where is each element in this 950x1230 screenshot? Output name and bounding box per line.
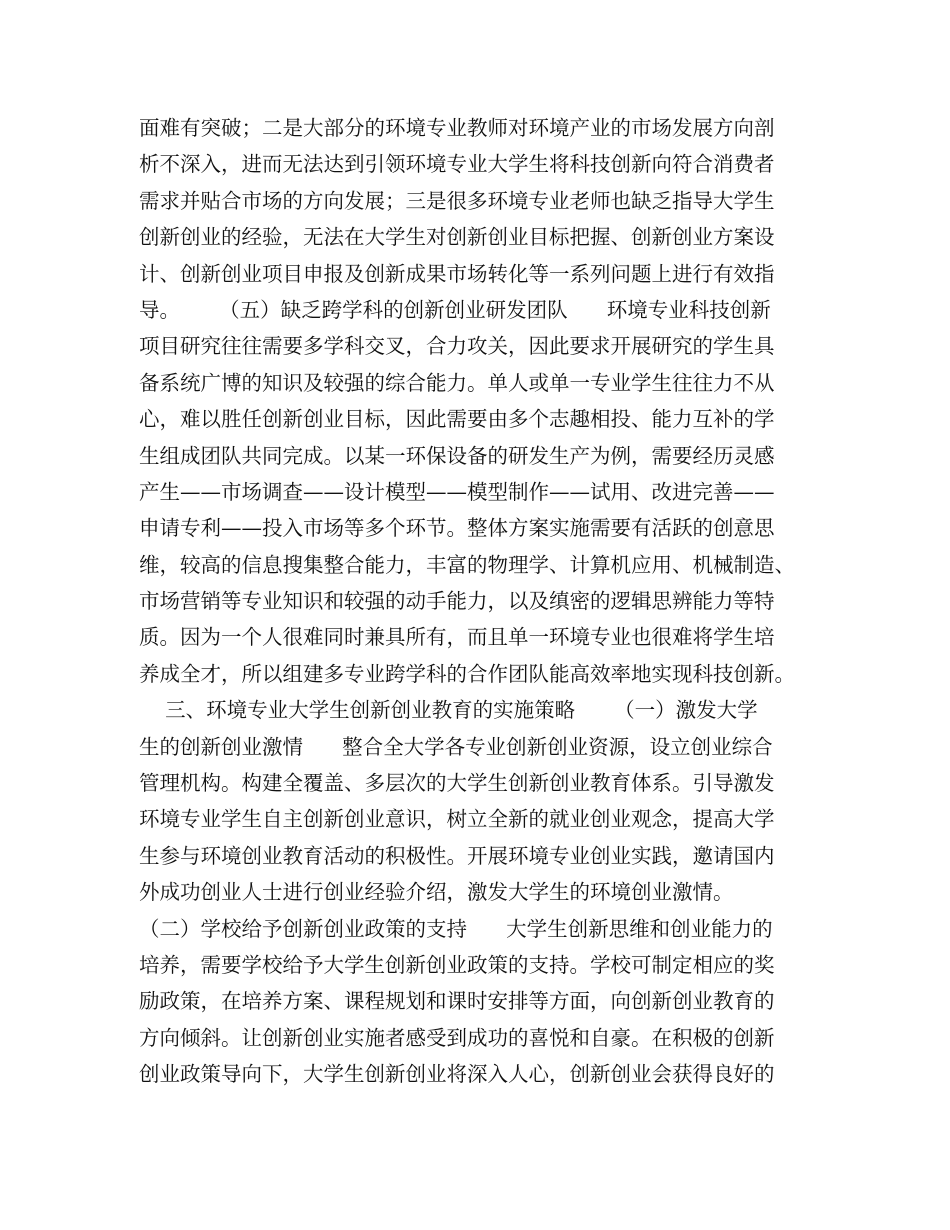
text-line: 方向倾斜。让创新创业实施者感受到成功的喜悦和自豪。在积极的创新 xyxy=(139,1025,775,1050)
text-line: 计、创新创业项目申报及创新成果市场转化等一系列问题上进行有效指 xyxy=(139,261,775,286)
text-line: 心，难以胜任创新创业目标，因此需要由多个志趣相投、能力互补的学 xyxy=(139,407,775,432)
text-line: 生组成团队共同完成。以某一环保设备的研发生产为例，需要经历灵感 xyxy=(139,443,775,468)
text-line: 管理机构。构建全覆盖、多层次的大学生创新创业教育体系。引导激发 xyxy=(139,771,775,796)
text-line: 养成全才，所以组建多专业跨学科的合作团队能高效率地实现科技创新。 xyxy=(139,661,795,686)
text-line: 励政策，在培养方案、课程规划和课时安排等方面，向创新创业教育的 xyxy=(139,989,775,1014)
body-text xyxy=(139,110,829,1093)
text-line: 环境专业学生自主创新创业意识，树立全新的就业创业观念，提高大学 xyxy=(139,807,775,832)
text-line: 析不深入，进而无法达到引领环境专业大学生将科技创新向符合消费者 xyxy=(139,152,775,177)
text-line: 备系统广博的知识及较强的综合能力。单人或单一专业学生往往力不从 xyxy=(139,370,775,395)
text-line: （二）学校给予创新创业政策的支持 大学生创新思维和创业能力的 xyxy=(139,916,773,941)
text-line: 创新创业的经验，无法在大学生对创新创业目标把握、创新创业方案设 xyxy=(139,225,775,250)
text-line: 维，较高的信息搜集整合能力，丰富的物理学、计算机应用、机械制造、 xyxy=(139,552,795,577)
text-line: 生的创新创业激情 整合全大学各专业创新创业资源，设立创业综合 xyxy=(139,734,773,759)
text-line: 生参与环境创业教育活动的积极性。开展环境专业创业实践，邀请国内 xyxy=(139,843,775,868)
text-line: 产生——市场调查——设计模型——模型制作——试用、改进完善—— xyxy=(139,479,775,504)
text-line: 培养，需要学校给予大学生创新创业政策的支持。学校可制定相应的奖 xyxy=(139,952,775,977)
text-line: 市场营销等专业知识和较强的动手能力，以及缜密的逻辑思辨能力等特 xyxy=(139,589,775,614)
text-line: 面难有突破；二是大部分的环境专业教师对环境产业的市场发展方向剖 xyxy=(139,116,775,140)
text-line: 申请专利——投入市场等多个环节。整体方案实施需要有活跃的创意思 xyxy=(139,516,775,541)
text-line: 项目研究往往需要多学科交叉，合力攻关，因此要求开展研究的学生具 xyxy=(139,334,775,359)
text-line: 外成功创业人士进行创业经验介绍，激发大学生的环境创业激情。 xyxy=(139,880,734,905)
text-line: 三、环境专业大学生创新创业教育的实施策略 （一）激发大学 xyxy=(139,698,758,723)
text-line: 导。 （五）缺乏跨学科的创新创业研发团队 环境专业科技创新 xyxy=(139,297,771,322)
text-line: 质。因为一个人很难同时兼具所有，而且单一环境专业也很难将学生培 xyxy=(139,625,775,650)
text-line: 创业政策导向下，大学生创新创业将深入人心，创新创业会获得良好的 xyxy=(139,1062,775,1087)
text-line: 需求并贴合市场的方向发展；三是很多环境专业老师也缺乏指导大学生 xyxy=(139,188,775,213)
